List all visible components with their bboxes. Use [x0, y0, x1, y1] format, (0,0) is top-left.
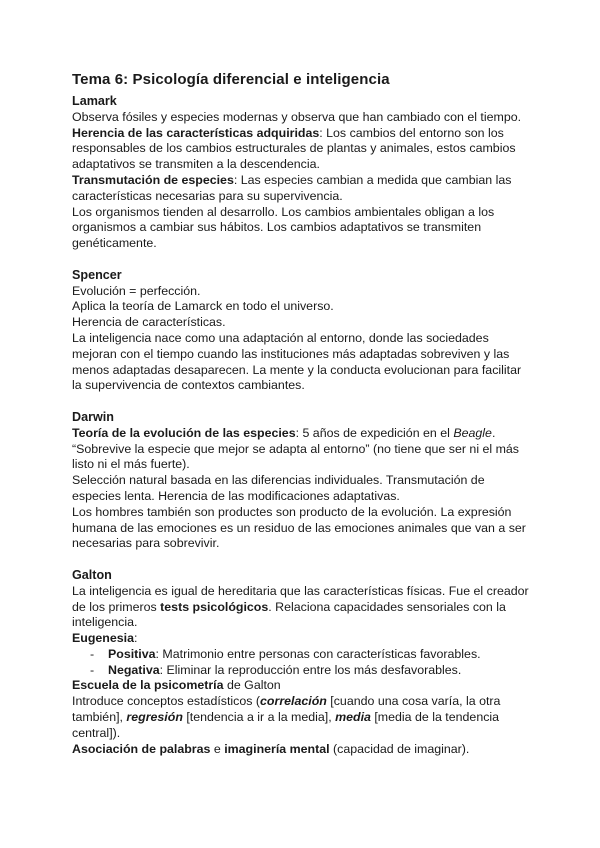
eugenesia-list: [72, 647, 532, 679]
darwin-term-teoria: Teoría de la evolución de las especies: [72, 425, 296, 440]
list-item: [72, 647, 532, 663]
darwin-paragraph-4: Los hombres también son productes son producto de la evolución. La expresión humana de las emociones es un residuo de las emociones animales que van a ser necesarias para sobrevivir.: [72, 504, 526, 551]
eugenesia-positiva-term: Positiva: [108, 646, 156, 661]
lamark-paragraph-3-text: : Las especies cambian a medida que cambian las características necesarias para su supervivencia.: [72, 172, 512, 203]
galton-escuela-text: de Galton: [223, 678, 281, 693]
list-item: [72, 663, 532, 679]
galton-escuela: [72, 678, 532, 694]
darwin-ship-name: Beagle: [453, 425, 492, 440]
lamark-paragraph-2-text: : Los cambios del entorno son los responsables de los cambios estructurales de plantas y animales, estos cambios adaptativos se transmiten a la descendencia.: [72, 125, 516, 172]
lamark-paragraph-2: [72, 126, 532, 173]
spacer: [72, 394, 532, 410]
darwin-paragraph-1-text: : 5 años de expedición en el: [295, 425, 454, 440]
spencer-paragraph-2: Aplica la teoría de Lamarck en todo el universo.: [72, 299, 334, 314]
page-title: Tema 6: Psicología diferencial e inteligencia: [72, 71, 390, 88]
galton-term-eugenesia: Eugenesia: [72, 631, 134, 646]
galton-eugenesia-colon: :: [133, 631, 138, 646]
lamark-paragraph-1: Observa fósiles y especies modernas y observa que han cambiado con el tiempo.: [72, 109, 522, 124]
eugenesia-positiva-text: : Matrimonio entre personas con características favorables.: [155, 646, 481, 661]
lamark-term-transmutacion: Transmutación de especies: [72, 172, 234, 187]
spencer-paragraph-3: Herencia de características.: [72, 315, 226, 330]
section-heading-spencer: Spencer: [72, 267, 122, 282]
spencer-paragraph-1: Evolución = perfección.: [72, 283, 201, 298]
darwin-paragraph-1-end: .: [491, 425, 496, 440]
galton-term-escuela: Escuela de la psicometría: [72, 678, 224, 693]
spacer: [72, 552, 532, 568]
galton-paragraph-1-text-b: . Relaciona capacidades sensoriales con la inteligencia.: [72, 599, 506, 630]
galton-stats-text-a: Introduce conceptos estadísticos (: [72, 694, 261, 709]
galton-eugenesia-label: [72, 631, 532, 647]
galton-stats-text-b: [cuando una cosa varía, la otra también],: [72, 694, 501, 725]
galton-paragraph-1-text-a: La inteligencia es igual de hereditaria que las características físicas. Fue el creador de los primeros: [72, 583, 529, 614]
list-dash: -: [90, 662, 95, 677]
document-content: [72, 71, 532, 757]
darwin-paragraph-3: Selección natural basada en las diferencias individuales. Transmutación de especies lenta. Herencia de las modificaciones adaptativas.: [72, 473, 485, 503]
galton-estadisticos: [72, 694, 532, 741]
galton-stats-text-c: [tendencia a ir a la media],: [182, 710, 336, 725]
spencer-paragraph-4: La inteligencia nace como una adaptación al entorno, donde las sociedades mejoran con el tiempo cuando las instituciones más adaptadas sobreviven y las menos adaptadas desaparecen. La mente y la conducta evolucionan para facilitar la supervivencia de contextos cambiantes.: [72, 330, 522, 393]
galton-paragraph-1: [72, 584, 532, 631]
eugenesia-negativa-term: Negativa: [108, 662, 160, 677]
lamark-paragraph-4: Los organismos tienden al desarrollo. Los cambios ambientales obligan a los organismos a cambiar sus hábitos. Los cambios adaptativos se transmiten genéticamente.: [72, 204, 495, 251]
galton-term-correlacion: correlación: [260, 694, 327, 709]
galton-term-regresion: regresión: [126, 710, 183, 725]
galton-term-media: media: [335, 710, 371, 725]
lamark-paragraph-3: [72, 173, 532, 205]
darwin-paragraph-2: “Sobrevive la especie que mejor se adapta al entorno” (no tiene que ser ni el más listo ni el más fuerte).: [72, 441, 520, 472]
lamark-term-herencia: Herencia de las características adquiridas: [72, 125, 320, 140]
galton-asociacion: [72, 742, 532, 758]
galton-stats-text-d: [media de la tendencia central]).: [72, 710, 500, 740]
galton-asociacion-conj: e: [210, 741, 225, 756]
galton-asociacion-end: (capacidad de imaginar).: [329, 741, 470, 756]
spacer: [72, 252, 532, 268]
galton-term-tests: tests psicológicos: [160, 599, 269, 614]
section-heading-darwin: Darwin: [72, 409, 114, 424]
section-heading-galton: Galton: [72, 567, 112, 582]
list-dash: -: [90, 646, 95, 661]
eugenesia-negativa-text: : Eliminar la reproducción entre los más desfavorables.: [159, 662, 462, 677]
galton-term-asociacion: Asociación de palabras: [72, 741, 211, 756]
darwin-paragraph-1: [72, 426, 532, 442]
galton-term-imagineria: imaginería mental: [224, 741, 330, 756]
section-heading-lamark: Lamark: [72, 94, 117, 108]
